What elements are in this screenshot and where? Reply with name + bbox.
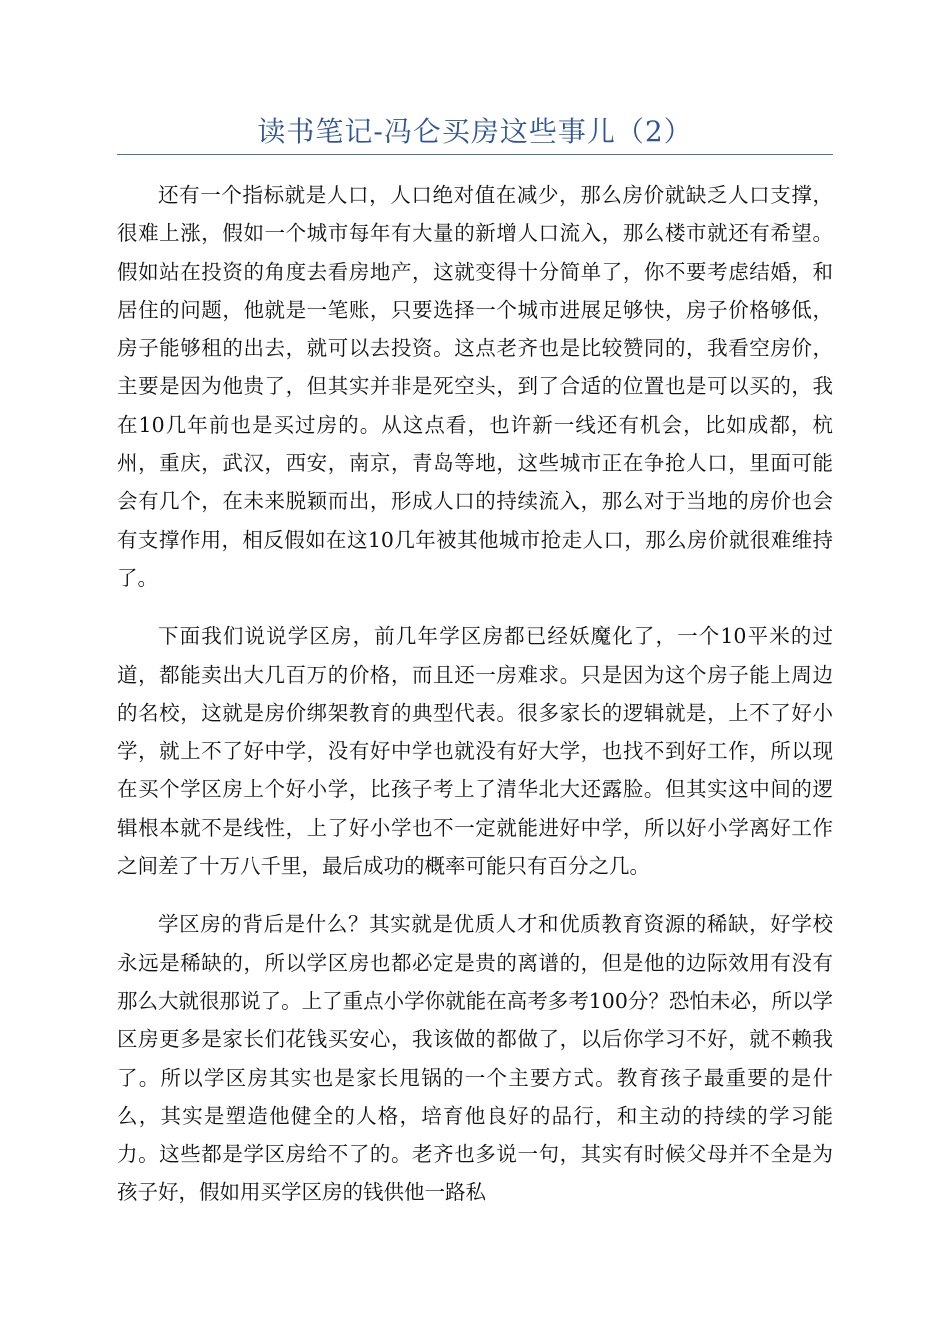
document-title: 读书笔记-冯仑买房这些事儿（2） [257,115,693,148]
paragraph-school-district: 下面我们说说学区房，前几年学区房都已经妖魔化了，一个10平米的过道，都能卖出大几百万的价格，而且还一房难求。只是因为这个房子能上周边的名校，这就是房价绑架教育的典型代表。很多家长的逻辑就是，上不了好小学，就上不了好中学，没有好中学也就没有好大学，也找不到好工作，所以现在买个学区房上个好小学，比孩子考上了清华北大还露脸。但其实这中间的逻辑根本就不是线性，上了好小学也不一定就能进好中学，所以好小学离好工作之间差了十万八千里，最后成功的概率可能只有百分之几。 [117,624,833,879]
document-body [117,176,833,1232]
paragraph-school-district-essence: 学区房的背后是什么？其实就是优质人才和优质教育资源的稀缺，好学校永远是稀缺的，所以学区房也都必定是贵的离谱的，但是他的边际效用有没有那么大就很那说了。上了重点小学你就能在高考多考100分？恐怕未必，所以学区房更多是家长们花钱买安心，我该做的都做了，以后你学习不好，就不赖我了。所以学区房其实也是家长甩锅的一个主要方式。教育孩子最重要的是什么，其实是塑造他健全的人格，培育他良好的品行，和主动的持续的学习能力。这些都是学区房给不了的。老齐也多说一句，其实有时候父母并不全是为孩子好，假如用买学区房的钱供他一路私 [117,912,833,1205]
title-underline [117,154,833,155]
paragraph-population: 还有一个指标就是人口，人口绝对值在减少，那么房价就缺乏人口支撑，很难上涨，假如一个城市每年有大量的新增人口流入，那么楼市就还有希望。假如站在投资的角度去看房地产，这就变得十分简单了，你不要考虑结婚，和居住的问题，他就是一笔账，只要选择一个城市进展足够快，房子价格够低，房子能够租的出去，就可以去投资。这点老齐也是比较赞同的，我看空房价，主要是因为他贵了，但其实并非是死空头，到了合适的位置也是可以买的，我在10几年前也是买过房的。从这点看，也许新一线还有机会，比如成都，杭州，重庆，武汉，西安，南京，青岛等地，这些城市正在争抢人口，里面可能会有几个，在未来脱颖而出，形成人口的持续流入，那么对于当地的房价也会有支撑作用，相反假如在这10几年被其他城市抢走人口，那么房价就很难维持了。 [117,183,833,590]
